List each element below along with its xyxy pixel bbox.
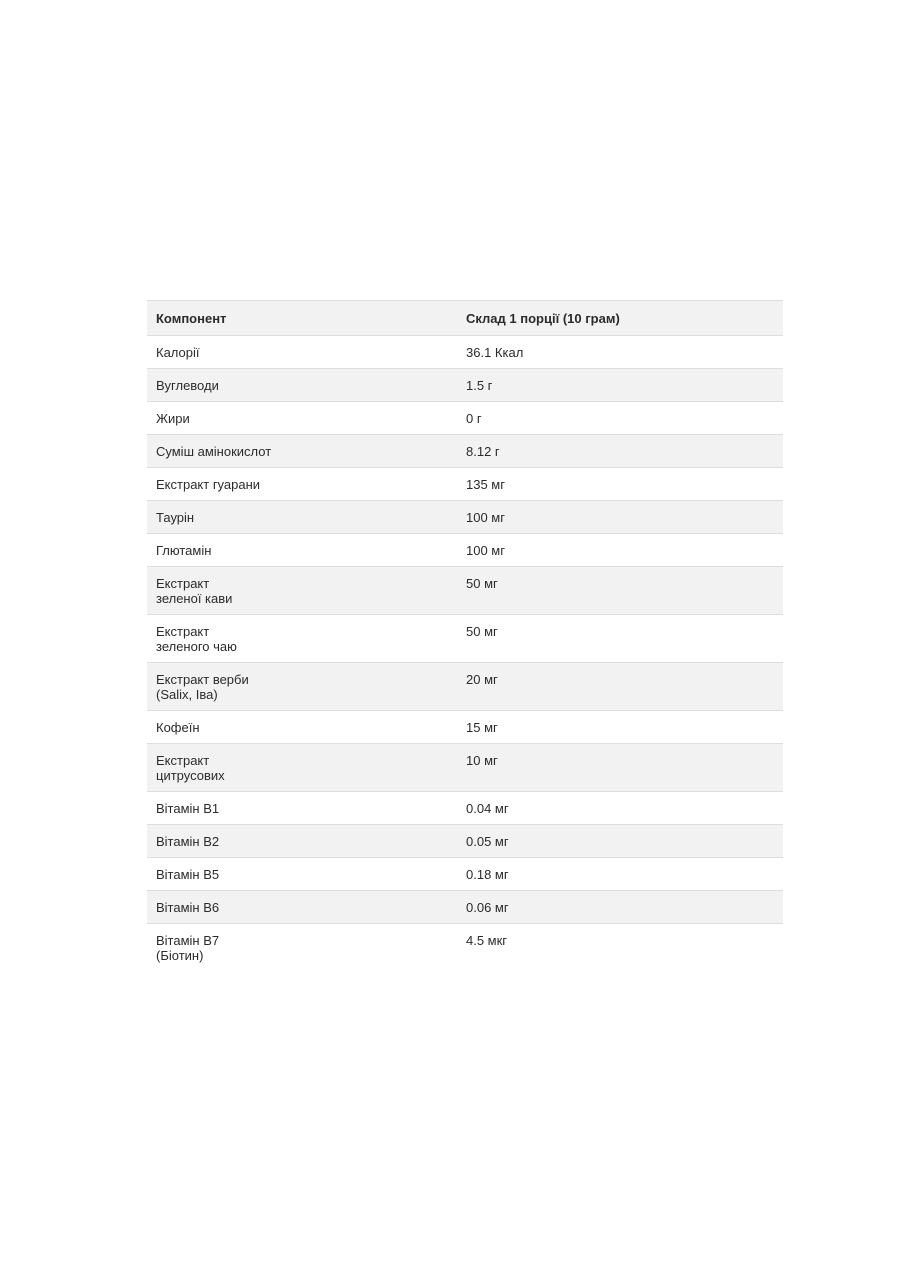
component-name-line: Глютамін: [156, 543, 212, 558]
amount-cell: 0 г: [457, 402, 783, 435]
component-name-line: Калорії: [156, 345, 200, 360]
component-name-line: Жири: [156, 411, 190, 426]
component-cell: [147, 402, 457, 435]
amount-cell: 50 мг: [457, 615, 783, 663]
component-name-line: Вітамін B7: [156, 933, 220, 948]
component-cell: [147, 567, 457, 615]
table-row: [147, 615, 783, 663]
amount-cell: 1.5 г: [457, 369, 783, 402]
component-name-line: Вуглеводи: [156, 378, 219, 393]
component-name-line: зеленого чаю: [156, 639, 237, 654]
table-row: [147, 369, 783, 402]
amount-cell: 15 мг: [457, 711, 783, 744]
component-name-line: (Salix, Іва): [156, 687, 218, 702]
table-header: [147, 301, 783, 336]
amount-cell: 100 мг: [457, 534, 783, 567]
component-name-line: Вітамін B2: [156, 834, 220, 849]
component-cell: [147, 336, 457, 369]
component-cell: [147, 924, 457, 972]
amount-cell: 10 мг: [457, 744, 783, 792]
amount-cell: 100 мг: [457, 501, 783, 534]
table-row: [147, 567, 783, 615]
amount-cell: 0.06 мг: [457, 891, 783, 924]
amount-cell: 0.04 мг: [457, 792, 783, 825]
component-cell: [147, 663, 457, 711]
component-name-line: зеленої кави: [156, 591, 233, 606]
nutrition-table-container: [147, 300, 783, 971]
table-row: [147, 534, 783, 567]
component-cell: [147, 468, 457, 501]
component-name-line: (Біотин): [156, 948, 204, 963]
table-row: [147, 891, 783, 924]
component-name-line: Вітамін B6: [156, 900, 220, 915]
table-row: [147, 402, 783, 435]
component-name-line: Екстракт: [156, 753, 210, 768]
component-name-line: Вітамін B5: [156, 867, 220, 882]
component-name-line: Екстракт верби: [156, 672, 249, 687]
amount-cell: 0.18 мг: [457, 858, 783, 891]
component-cell: [147, 825, 457, 858]
component-name-line: Суміш амінокислот: [156, 444, 272, 459]
component-cell: [147, 435, 457, 468]
component-cell: [147, 369, 457, 402]
component-name-line: Екстракт: [156, 624, 210, 639]
table-row: [147, 435, 783, 468]
component-cell: [147, 534, 457, 567]
component-cell: [147, 858, 457, 891]
header-row: [147, 301, 783, 336]
component-name-line: Таурін: [156, 510, 195, 525]
header-serving: Склад 1 порції (10 грам): [457, 301, 783, 336]
table-body: [147, 336, 783, 972]
amount-cell: 0.05 мг: [457, 825, 783, 858]
component-cell: [147, 744, 457, 792]
table-row: [147, 501, 783, 534]
component-cell: [147, 711, 457, 744]
component-name-line: цитрусових: [156, 768, 225, 783]
table-row: [147, 336, 783, 369]
amount-cell: 8.12 г: [457, 435, 783, 468]
table-row: [147, 468, 783, 501]
component-cell: [147, 501, 457, 534]
amount-cell: 4.5 мкг: [457, 924, 783, 972]
amount-cell: 36.1 Ккал: [457, 336, 783, 369]
component-name-line: Екстракт: [156, 576, 210, 591]
component-name-line: Кофеїн: [156, 720, 200, 735]
component-name-line: Екстракт гуарани: [156, 477, 261, 492]
table-row: [147, 792, 783, 825]
component-name-line: Вітамін B1: [156, 801, 220, 816]
component-cell: [147, 792, 457, 825]
table-row: [147, 744, 783, 792]
nutrition-table: [147, 300, 783, 971]
table-row: [147, 858, 783, 891]
header-component: Компонент: [147, 301, 457, 336]
table-row: [147, 711, 783, 744]
table-row: [147, 825, 783, 858]
component-cell: [147, 615, 457, 663]
table-row: [147, 924, 783, 972]
amount-cell: 50 мг: [457, 567, 783, 615]
amount-cell: 135 мг: [457, 468, 783, 501]
component-cell: [147, 891, 457, 924]
table-row: [147, 663, 783, 711]
amount-cell: 20 мг: [457, 663, 783, 711]
